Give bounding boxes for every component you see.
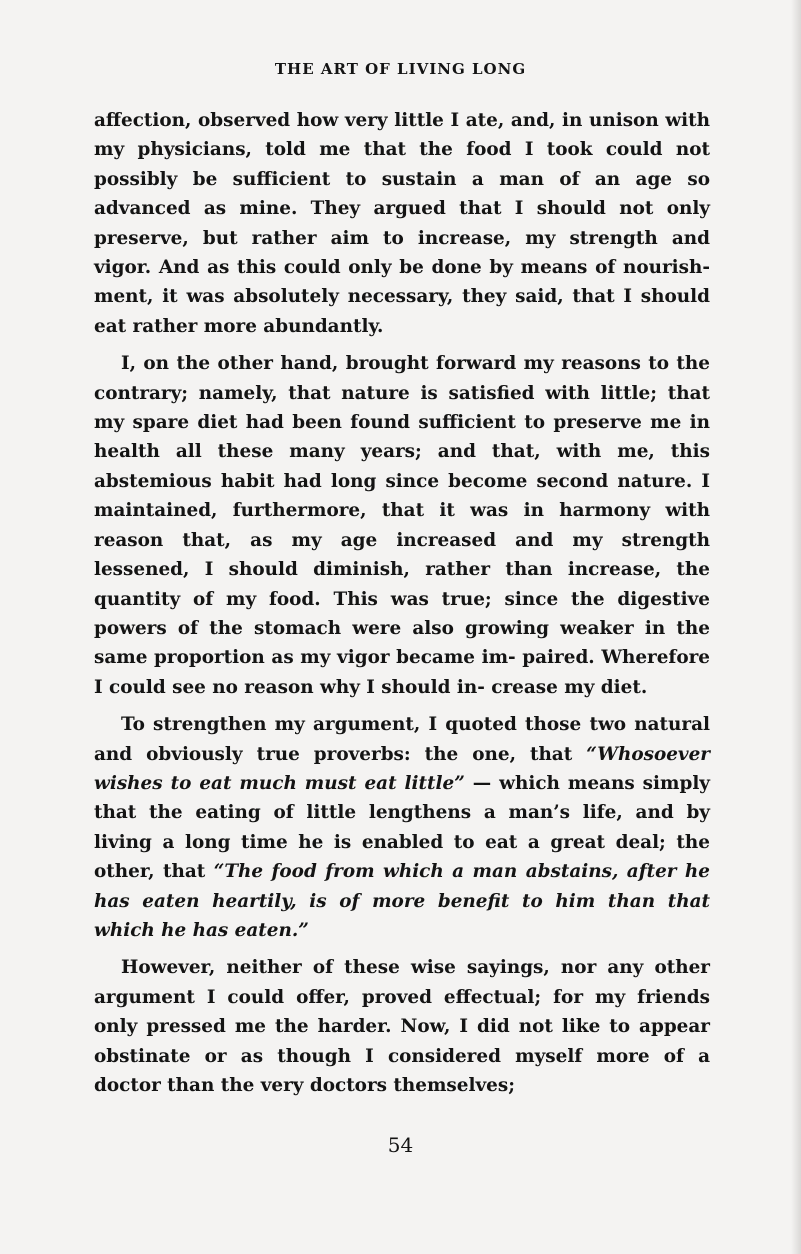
paragraph-3-text-b: — which means simply that the eating of little lengthens a man’s life, and by living a long time he is enabled to eat a great deal; the other, that [94, 772, 710, 883]
page-edge-shadow [791, 0, 801, 1254]
paragraph-3 [94, 710, 710, 945]
paragraph-3-text-a: To strengthen my argument, I quoted those two natural and obviously true proverbs: the one, that [94, 714, 710, 765]
running-head: THE ART OF LIVING LONG [274, 60, 527, 78]
paragraph-2: I, on the other hand, brought forward my reasons to the contrary; namely, that nature is satisfied with little; that my spare diet had been found sufficient to preserve me in health all these many years; and that, with me, this abstemious habit had long since become second nature. I maintained, furthermore, that it was in harmony with reason that, as my age increased and my strength lessened, I should diminish, rather than increase, the quantity of my food. This was true; since the digestive powers of the stomach were also growing weaker in the same proportion as my vigor became im- paired. Wherefore I could see no reason why I should in- crease my diet. [94, 353, 710, 698]
proverb-quote-1: “Whosoever wishes to eat much must eat little” [94, 743, 710, 794]
page-number: 54 [387, 1133, 414, 1157]
proverb-quote-2: “The food from which a man abstains, after he has eaten heartily, is of more benefit to him than that which he has eaten.” [94, 861, 711, 941]
paragraph-1: affection, observed how very little I ate, and, in unison with my physicians, told me that the food I took could not possibly be sufficient to sustain a man of an age so advanced as mine. They argued that I should not only preserve, but rather aim to increase, my strength and vigor. And as this could only be done by means of nourish- ment, it was absolutely necessary, they said, that I should eat rather more abundantly. [94, 110, 710, 337]
paragraph-4: However, neither of these wise sayings, nor any other argument I could offer, proved effectual; for my friends only pressed me the harder. Now, I did not like to appear obstinate or as though I considered myself more of a doctor than the very doctors themselves; [94, 957, 710, 1096]
body-text [94, 106, 710, 1100]
